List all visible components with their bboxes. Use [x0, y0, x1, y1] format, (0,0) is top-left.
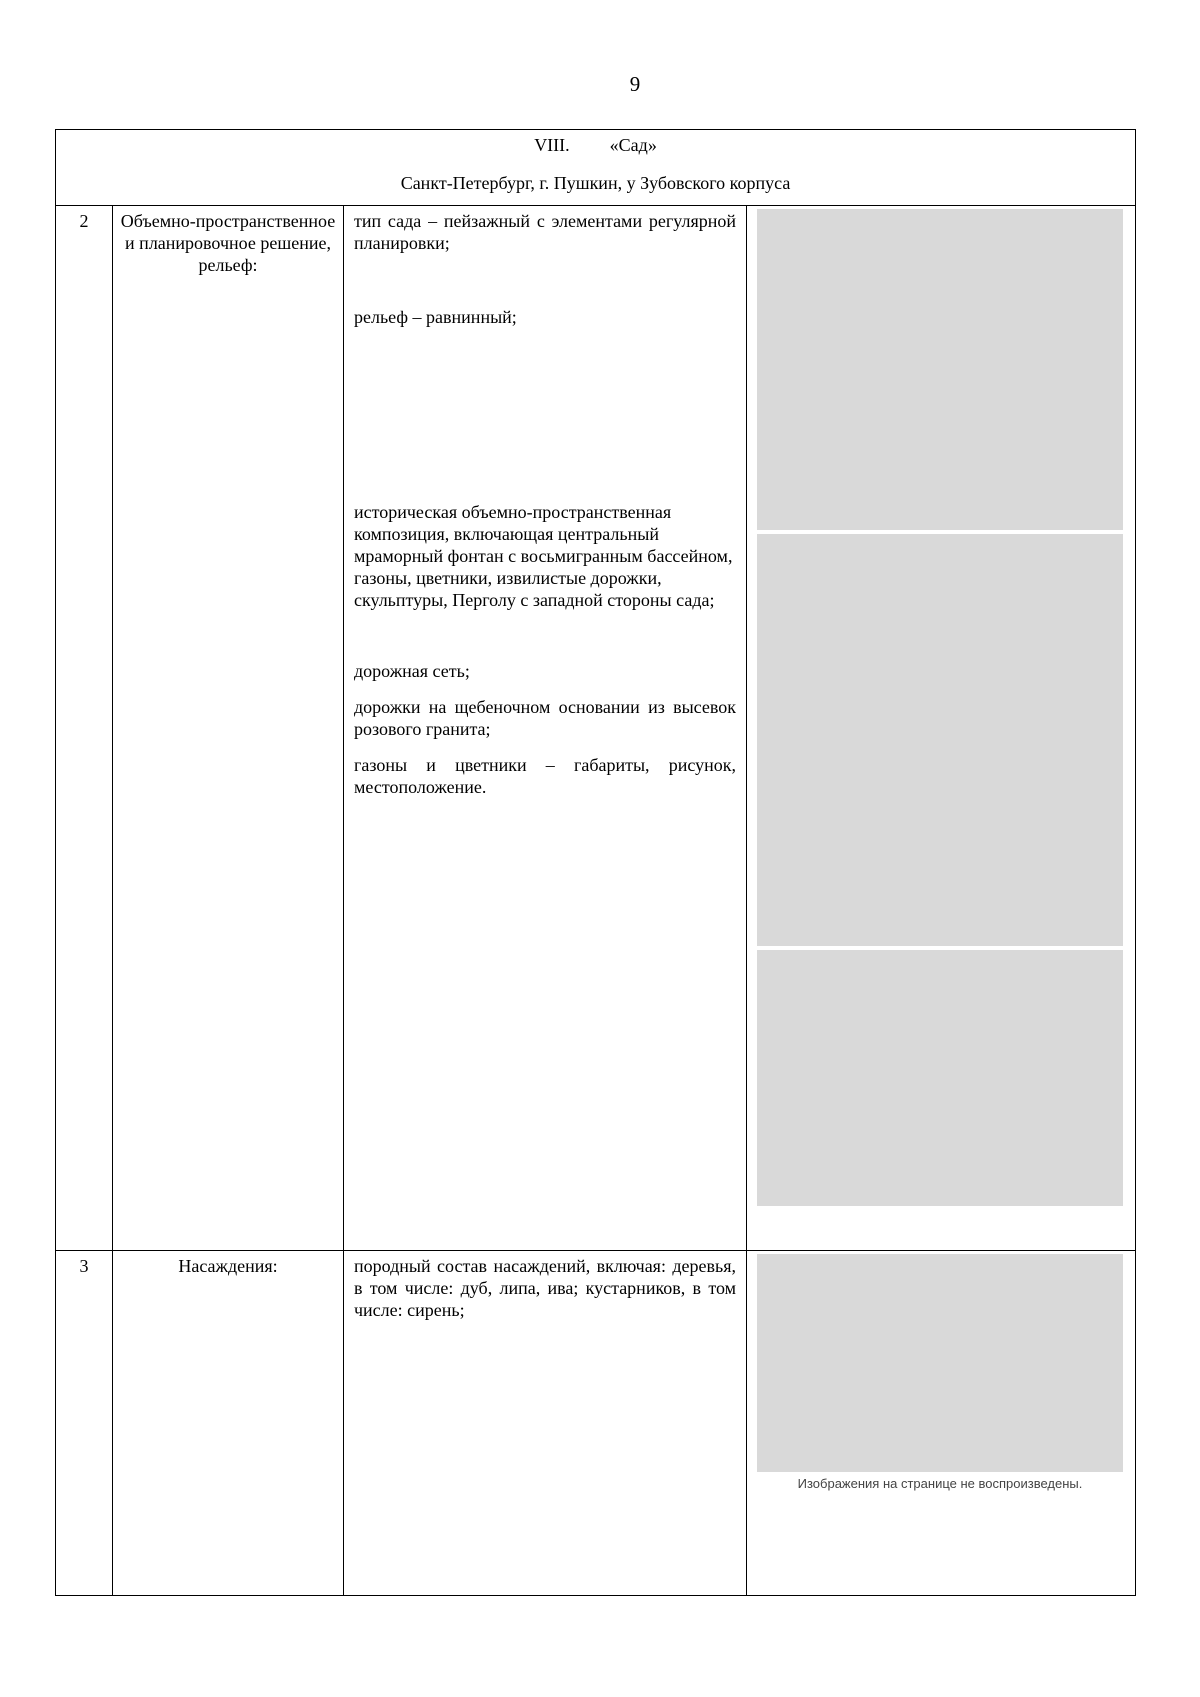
section-header [56, 130, 1136, 206]
section-title [56, 130, 1135, 156]
historical-map-image [757, 209, 1123, 530]
section-numeral: VIII. [534, 135, 570, 155]
row-description [344, 206, 747, 1251]
row-images [747, 206, 1136, 1251]
description-item: дорожки на щебеночном основании из высевок розового гранита; [354, 697, 736, 739]
description-item: газоны и цветники – габариты, рисунок, местоположение. [354, 755, 736, 797]
section-header-row [56, 130, 1136, 206]
fountain-photo [757, 950, 1123, 1206]
palace-garden-photo [757, 534, 1123, 946]
section-location: Санкт-Петербург, г. Пушкин, у Зубовского корпуса [400, 173, 791, 193]
row-feature: Объемно-пространственное и планировочное решение, рельеф: [113, 206, 344, 1251]
garden-table [55, 129, 1136, 1596]
row-number: 2 [56, 206, 113, 1251]
description-item: рельеф – равнинный; [354, 307, 517, 327]
description-item: дорожная сеть; [354, 661, 470, 681]
plantings-photo [757, 1254, 1123, 1472]
row-feature: Насаждения: [113, 1251, 344, 1596]
row-description [344, 1251, 747, 1596]
description-item: тип сада – пейзажный с элементами регулярной планировки; [354, 211, 736, 253]
table-row [56, 1251, 1136, 1596]
image-note: Изображения на странице не воспроизведены. [797, 1476, 1083, 1491]
section-name: «Сад» [609, 135, 657, 155]
row-images [747, 1251, 1136, 1596]
page-number: 9 [629, 72, 641, 96]
description-item: породный состав насаждений, включая: деревья, в том числе: дуб, липа, ива; кустарников, в том числе: сирень; [354, 1256, 736, 1320]
description-item: историческая объемно-пространственная композиция, включающая центральный мраморный фонтан с восьмигранным бассейном, газоны, цветники, извилистые дорожки, скульптуры, Перголу с западной стороны сада; [354, 502, 733, 610]
row-number: 3 [56, 1251, 113, 1596]
table-row [56, 206, 1136, 1251]
